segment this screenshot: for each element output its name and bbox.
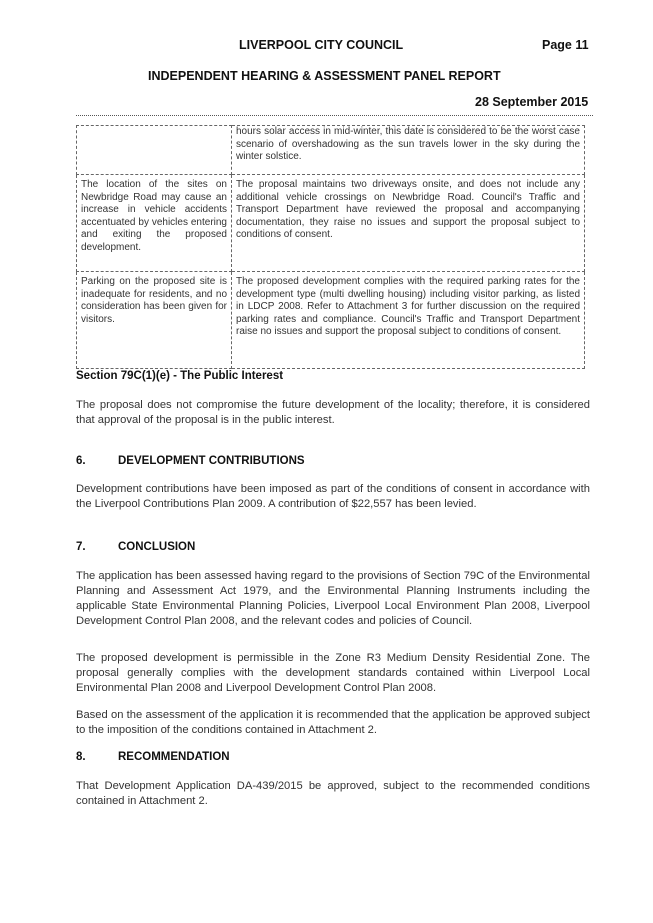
conclusion-paragraph: The proposed development is permissible in the Zone R3 Medium Density Residential Zone. The proposal generally complies with the development standards contained within Liverpool Local Environmental Plan 2008 and Liverpool Development Control Plan 2008. (76, 652, 590, 694)
issues-table (76, 125, 585, 369)
response-cell: hours solar access in mid-winter, this date is considered to be the worst case scenario of overshadowing as the sun travels lower in the sky during the winter solstice. (232, 126, 585, 175)
public-interest-text: The proposal does not compromise the future development of the locality; therefore, it is considered that approval of the proposal is in the public interest. (76, 399, 590, 426)
issue-cell (77, 126, 232, 175)
section-title: CONCLUSION (118, 541, 196, 553)
section-title: DEVELOPMENT CONTRIBUTIONS (118, 455, 305, 467)
report-date: 28 September 2015 (475, 95, 589, 109)
table-row (77, 175, 585, 272)
council-name: LIVERPOOL CITY COUNCIL (239, 38, 404, 52)
response-cell: The proposal maintains two driveways onsite, and does not include any additional vehicle crossings on Newbridge Road. Council's Traffic and Transport Department have reviewed the proposal and accompanying documentation, they raise no issues and support the proposal subject to conditions of consent. (232, 175, 585, 272)
section-number: 8. (76, 751, 86, 763)
response-cell: The proposed development complies with the required parking rates for the development type (multi dwelling housing) including visitor parking, as listed in LDCP 2008. Refer to Attachment 3 for further discussion on the required parking rates and compliance. Council's Traffic and Transport Department raise no issues and support the proposal subject to conditions of consent. (232, 272, 585, 369)
section-number: 6. (76, 455, 86, 467)
report-title: INDEPENDENT HEARING & ASSESSMENT PANEL REPORT (148, 69, 501, 83)
issue-cell: Parking on the proposed site is inadequate for residents, and no consideration has been given for visitors. (77, 272, 232, 369)
conclusion-paragraph: The application has been assessed having regard to the provisions of Section 79C of the Environmental Planning and Assessment Act 1979, and the Environmental Planning Instruments including the applicable State Environmental Planning Policies, Liverpool Local Environment Plan 2008, Liverpool Development Control Plan 2008, and the relevant codes and policies of Council. (76, 570, 590, 627)
table-row (77, 272, 585, 369)
public-interest-heading: Section 79C(1)(e) - The Public Interest (76, 370, 284, 382)
header-divider (76, 115, 593, 116)
section-heading-conclusion (76, 541, 195, 553)
recommendation-paragraph: That Development Application DA-439/2015 be approved, subject to the recommended conditions contained in Attachment 2. (76, 780, 590, 807)
section-heading-recommendation (76, 751, 230, 763)
section-number: 7. (76, 541, 86, 553)
conclusion-paragraph: Based on the assessment of the application it is recommended that the application be approved subject to the imposition of the conditions contained in Attachment 2. (76, 709, 590, 736)
table-row (77, 126, 585, 175)
contributions-paragraph: Development contributions have been imposed as part of the conditions of consent in accordance with the Liverpool Contributions Plan 2009. A contribution of $22,557 has been levied. (76, 483, 590, 510)
section-title: RECOMMENDATION (118, 751, 230, 763)
section-heading-contributions (76, 455, 305, 467)
issue-cell: The location of the sites on Newbridge Road may cause an increase in vehicle accidents accentuated by vehicles entering and exiting the proposed development. (77, 175, 232, 272)
page-number: Page 11 (542, 38, 589, 52)
